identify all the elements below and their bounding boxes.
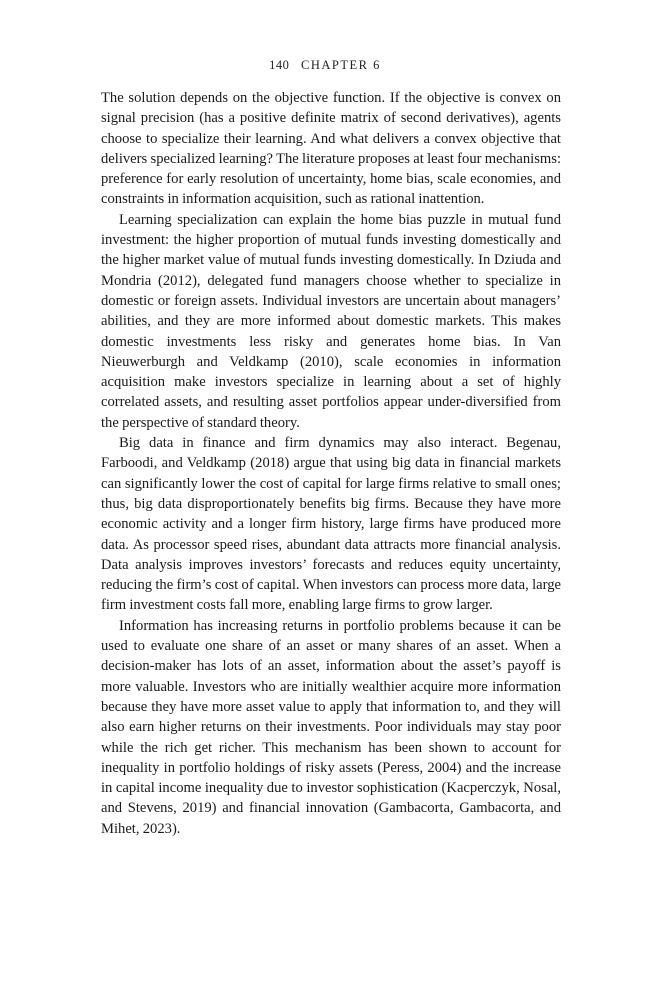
paragraph-3: Big data in finance and firm dynamics may also interact. Begenau, Farboodi, and Veldkamp (2018) argue that using big data in financial markets can significantly lower the cost of capital for large firms relative to small ones; thus, big data disproportionately benefits big firms. Because they have more economic activity and a longer firm history, large firms have produced more data. As processor speed rises, abundant data attracts more financial analysis. Data analysis improves investors’ forecasts and reduces equity uncertainty, reducing the firm’s cost of capital. When investors can process more data, large firm investment costs fall more, enabling large firms to grow larger. [101,435,561,614]
body-text [101,88,561,839]
paragraph-4: Information has increasing returns in portfolio problems because it can be used to evaluate one share of an asset or many shares of an asset. When a decision-maker has lots of an asset, information about the asset’s payoff is more valuable. Investors who are initially wealthier acquire more information because they have more asset value to apply that information to, and they will also earn higher returns on their investments. Poor individuals may stay poor while the rich get richer. This mechanism has been shown to account for inequality in portfolio holdings of risky assets (Peress, 2004) and the increase in capital income inequality due to investor sophistication (Kacperczyk, Nosal, and Stevens, 2019) and financial innovation (Gambacorta, Gambacorta, and Mihet, 2023). [101,617,561,837]
page-number: 140 [269,58,290,72]
chapter-label: CHAPTER 6 [301,58,381,72]
paragraph-1: The solution depends on the objective function. If the objective is convex on signal precision (has a positive definite matrix of second derivatives), agents choose to specialize their learning. And what delivers a convex objective that delivers specialized learning? The literature proposes at least four mechanisms: preference for early resolution of uncertainty, home bias, scale economies, and constraints in information acquisition, such as rational inattention. [101,90,561,208]
running-head [0,58,650,73]
paragraph-2: Learning specialization can explain the home bias puzzle in mutual fund investment: the higher proportion of mutual funds investing domestically and the higher market value of mutual funds investing domestically. In Dziuda and Mondria (2012), delegated fund managers choose whether to specialize in domestic or foreign assets. Individual investors are uncertain about managers’ abilities, and they are more informed about domestic markets. This makes domestic investments less risky and generates home bias. In Van Nieuwerburgh and Veldkamp (2010), scale economies in information acquisition make investors specialize in learning about a set of highly correlated assets, and resulting asset portfolios appear under-diversified from the perspective of standard theory. [101,211,561,431]
